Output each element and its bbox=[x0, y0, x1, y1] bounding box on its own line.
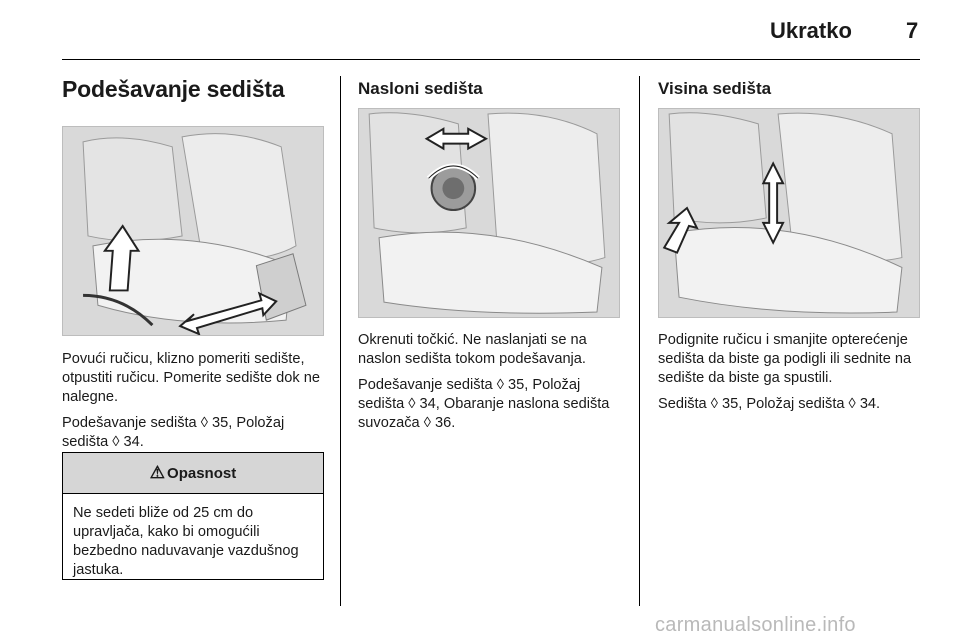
warning-header bbox=[63, 453, 323, 494]
paragraph: Povući ručicu, klizno pomeriti sedište, otpustiti ručicu. Pomerite sedište dok ne nalegne. bbox=[62, 351, 320, 405]
section-title: Visina sedišta bbox=[658, 79, 772, 98]
column-backrest bbox=[358, 79, 620, 99]
paragraph: Podešavanje sedišta ◊ 35, Položaj sedišta ◊ 34, Obaranje naslona sedišta suvozača ◊ 36. bbox=[358, 377, 610, 431]
warning-box bbox=[62, 452, 324, 580]
paragraph: Okrenuti točkić. Ne naslanjati se na naslon sedišta tokom podešavanja. bbox=[358, 332, 587, 367]
section-title: Podešavanje sedišta bbox=[62, 76, 285, 102]
seat-height-image bbox=[658, 108, 920, 318]
paragraph: Sedišta ◊ 35, Položaj sedišta ◊ 34. bbox=[658, 396, 881, 412]
warning-triangle-icon: ⚠ bbox=[149, 463, 166, 482]
seat-height-text bbox=[658, 331, 924, 421]
section-title: Nasloni sedišta bbox=[358, 79, 483, 98]
column-divider bbox=[340, 76, 341, 606]
page-number: 7 bbox=[906, 18, 919, 43]
header-title: Ukratko bbox=[770, 18, 852, 43]
seat-slide-illustration bbox=[63, 127, 323, 335]
backrest-text bbox=[358, 331, 624, 440]
seat-adjust-text bbox=[62, 350, 328, 459]
seat-height-illustration bbox=[659, 109, 919, 317]
paragraph: Podignite ručicu i smanjite opterećenje sedišta da biste ga podigli ili sednite na sedište da biste ga spustili. bbox=[658, 332, 912, 386]
backrest-image bbox=[358, 108, 620, 318]
warning-text: Ne sedeti bliže od 25 cm do upravljača, kako bi omogućili bezbedno naduvavanje vazdušnog jastuka. bbox=[73, 505, 299, 578]
watermark: carmanualsonline.info bbox=[655, 614, 856, 636]
column-divider bbox=[639, 76, 640, 606]
seat-slide-image bbox=[62, 126, 324, 336]
backrest-illustration bbox=[359, 109, 619, 317]
header-rule bbox=[62, 59, 920, 60]
column-seat-adjust bbox=[62, 76, 324, 103]
column-seat-height bbox=[658, 79, 920, 99]
warning-title: Opasnost bbox=[167, 464, 237, 482]
paragraph: Podešavanje sedišta ◊ 35, Položaj sedišta ◊ 34. bbox=[62, 415, 285, 450]
